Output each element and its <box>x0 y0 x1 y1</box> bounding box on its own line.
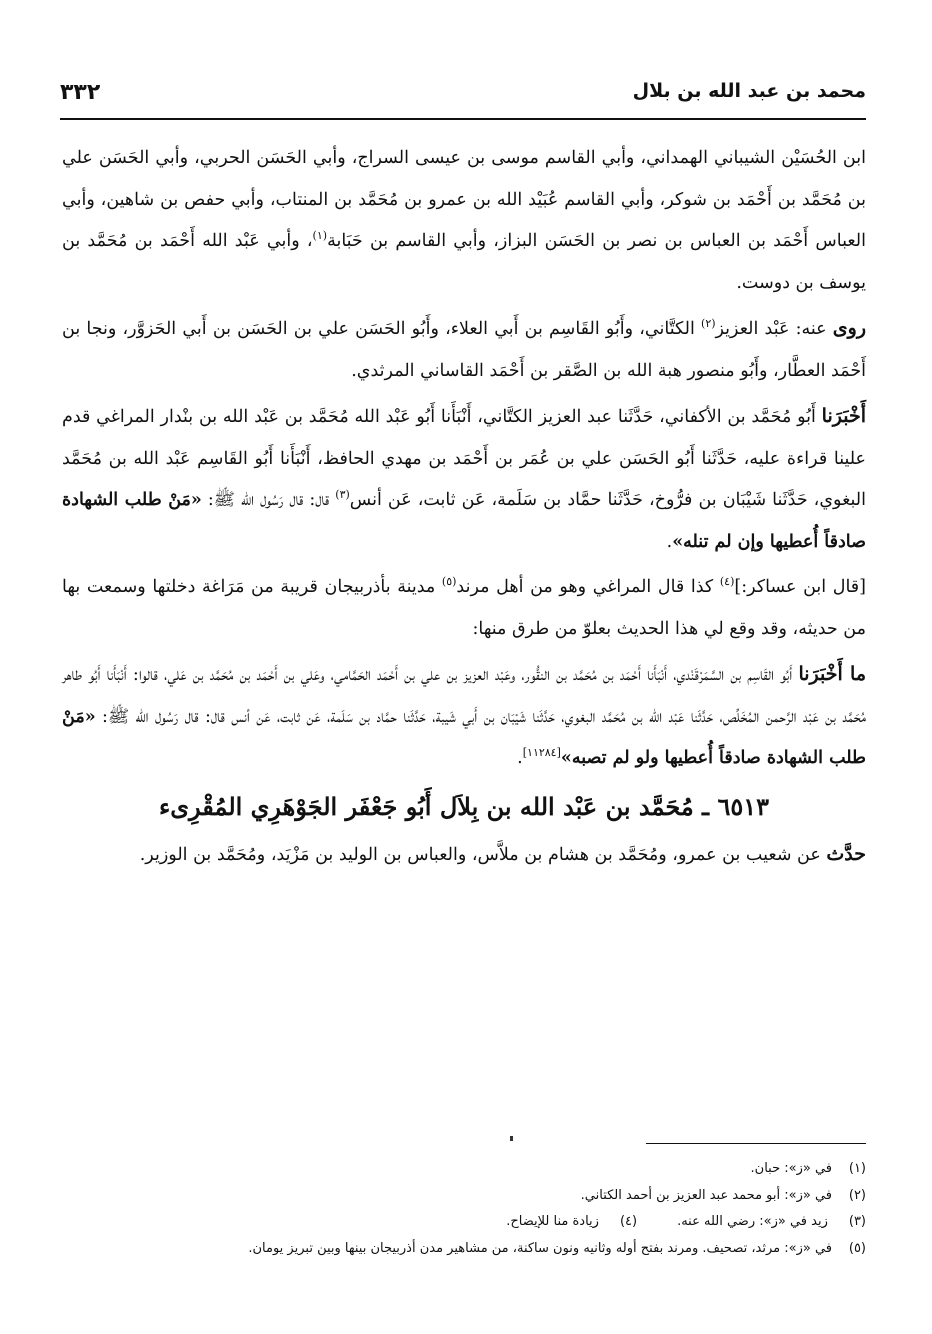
isnad-2-end: . <box>517 748 523 768</box>
paragraph-tail: ، وأبي عَبْد الله أَحْمَد بن مُحَمَّد بن يوسف بن دوست. <box>62 231 866 293</box>
footnote-item <box>677 1209 866 1236</box>
footnote-text: في «ز»: مرثد، تصحيف. ومرند بفتح أوله وثانيه ونون ساكنة، من مشاهير مدن أذربيجان بينها وبين تبريز يومان. <box>248 1240 832 1256</box>
page-number: ٣٣٢ <box>60 80 101 105</box>
footnote-row <box>62 1209 866 1236</box>
header-rule <box>60 118 866 120</box>
footnotes <box>62 1156 866 1262</box>
isnad-1-lead: أَخْبَرَنا <box>821 405 866 427</box>
paragraph-haddath <box>62 834 866 877</box>
haddath-lead: حدَّث <box>826 842 866 865</box>
entry-heading: ٦٥١٣ ـ مُحَمَّد بن عَبْد الله بن بِلاَل أَبُو جَعْفَر الجَوْهَرِي المُقْرِىء <box>158 791 770 821</box>
paragraph-students <box>62 308 866 392</box>
ibn-asakir-text-3: مدينة بأذربيجان قريبة من مَرَاغة دخلتها وسمعت بها من حديثه، وقد وقع لي هذا الحديث بعلوّ من طرق منها: <box>62 577 866 639</box>
footnote-number: (١) <box>848 1161 866 1176</box>
riwaya-lead: روى <box>832 317 866 339</box>
running-title: محمد بن عبد الله بن بلال <box>632 80 866 102</box>
footnote-row <box>62 1236 866 1263</box>
isnad-1-text-2: قال: قال رَسُول الله ﷺ: <box>201 490 336 510</box>
footnote-marker: (٤) <box>719 575 735 589</box>
isnad-1-end: . <box>666 531 673 552</box>
isnad-2-lead: ما أَخْبَرَنا <box>798 663 866 685</box>
main-text <box>62 138 866 876</box>
footnote-item <box>506 1209 637 1236</box>
footnote-text: زيادة منا للإيضاح. <box>506 1214 599 1229</box>
paragraph-ibn-asakir <box>62 567 866 650</box>
footnote-number: (٢) <box>848 1187 866 1203</box>
hadith-reference: [١١٢٨٤] <box>522 746 561 760</box>
ibn-asakir-text-1: [قال ابن عساكر:] <box>734 577 866 597</box>
ibn-asakir-text-2: كذا قال المراغي وهو من أهل مرند <box>456 577 720 597</box>
footnote-text: في «ز»: أبو محمد عبد العزيز بن أحمد الكتاني. <box>580 1187 832 1203</box>
running-header <box>60 76 866 116</box>
footnote-rule <box>646 1143 866 1144</box>
footnote-marker: (١) <box>312 229 328 243</box>
paragraph-teachers <box>62 138 866 304</box>
riwaya-text-1: عنه: عَبْد العزيز <box>715 319 833 339</box>
paragraph-text: ابن الحُسَيْن الشيباني الهمداني، وأبي القاسم موسى بن عيسى السراج، وأبي الحَسَن الحربي، وأبي الحَسَن علي بن مُحَمَّد بن أَحْمَد بن شوكر، وأبي القاسم عُبَيْد الله بن عمرو بن مُحَمَّد بن المنتاب، وأبي حفص بن شاهين، وأبي العباس أَحْمَد بن العباس بن نصر بن الحَسَن البزاز، وأبي القاسم بن حَبَابة <box>62 148 866 251</box>
footnote-text: في «ز»: حبان. <box>750 1161 832 1176</box>
footnote-marker: (٢) <box>701 317 716 331</box>
hadith-text-1: «مَنْ طلب الشهادة صادقاً أُعطيها وإن لم تنله» <box>62 490 866 552</box>
isnad-1-text: أَبُو مُحَمَّد بن الأكفاني، حَدَّثَنا عبد العزيز الكتَّاني، أَنْبَأَنا أَبُو عَبْد الله مُحَمَّد بن عَبْد الله بن بنْدار المراغي قدم علينا قراءة عليه، حَدَّثَنا أَبُو الحَسَن علي بن عُمَر بن أَحْمَد بن مهدي الحافظ، أَنْبَأَنا أَبُو القَاسِم عَبْد الله بن مُحَمَّد البغوي، حَدَّثَنا شَيْبَان بن فرُّوخ، حَدَّثَنا حمَّاد بن سَلَمة، عَن ثابت، عَن أنس <box>62 407 866 510</box>
haddath-text: عن شعيب بن عمرو، ومُحَمَّد بن هشام بن ملاَّس، والعباس بن الوليد بن مَزْيَد، ومُحَمَّد بن الوزير. <box>139 844 827 865</box>
footnote-number: (٣) <box>848 1214 866 1229</box>
footnote-number: (٥) <box>848 1240 866 1256</box>
footnote-text: زيد في «ز»: رضي الله عنه. <box>677 1214 828 1229</box>
paragraph-isnad-2 <box>62 654 866 780</box>
paragraph-isnad-1 <box>62 396 866 563</box>
hadith-text-2: «مَنْ طلب الشهادة صادقاً أُعطيها ولو لم تصبه» <box>62 706 866 768</box>
footnote-number: (٤) <box>619 1214 638 1229</box>
isnad-2-text: أَبُو القَاسِم بن السَّمَرْقَنْدي، أَنْبَأَنا أَحْمَد بن مُحَمَّد بن النقُّور، وعَبْد العزيز بن علي بن أَحْمَد الحَمَّامي، وعَلي بن أَحْمَد بن مُحَمَّد بن عَلي، قالوا: أَنْبَأَنا أَبُو طاهر مُحَمَّد بن عَبْد الرَّحمن المُخَلِّص، حَدَّثَنا عَبْد الله بن مُحَمَّد البغوي، حَدَّثَنا شَيْبَان بن أَبي شَيبة، حَدَّثَنا حمَّاد بن سَلَمة، عَن ثابت، عَن أنس قال: قال رَسُول الله ﷺ: <box>62 665 867 727</box>
stray-mark <box>510 1136 513 1141</box>
footnote-marker: (٥) <box>441 575 457 589</box>
footnote-row <box>62 1156 866 1183</box>
footnote-marker: (٣) <box>335 488 350 502</box>
riwaya-text-2: الكتَّاني، وأَبُو القَاسِم بن أَبي العلاء، وأَبُو الحَسَن علي بن الحَسَن بن أَبي الحَزوَّر، ونجا بن أَحْمَد العطَّار، وأَبُو منصور هبة الله بن الصَّقر بن أَحْمَد القاساني المرثدي. <box>62 319 866 381</box>
footnote-row <box>62 1183 866 1210</box>
